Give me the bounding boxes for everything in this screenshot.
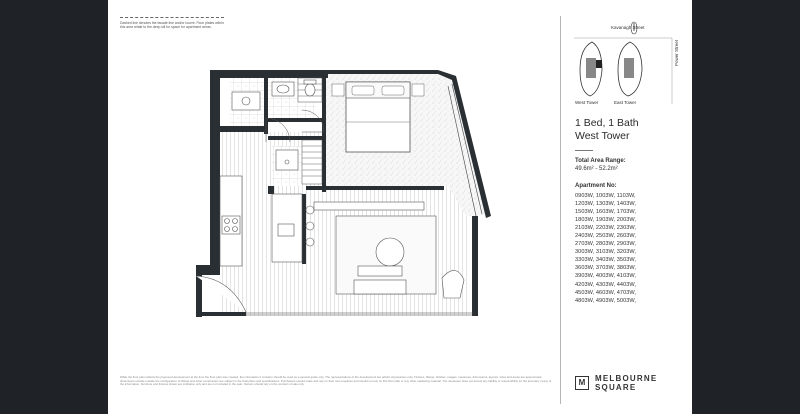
apartment-numbers-line: 3003W, 3103W, 3203W,	[575, 249, 637, 256]
floorplan-sheet	[108, 0, 692, 414]
logo-wordmark	[595, 374, 657, 392]
apartment-numbers-line: 1803W, 1903W, 2003W,	[575, 217, 637, 224]
apartment-numbers-line: 0903W, 1003W, 1103W,	[575, 193, 636, 199]
apartment-numbers-line: 4803W, 4903W, 5003W,	[575, 297, 637, 304]
apartment-tower: West Tower	[575, 130, 630, 142]
apartment-title	[575, 117, 685, 143]
logo-line-1: MELBOURNE	[595, 374, 658, 383]
apartment-numbers-line: 4503W, 4603W, 4703W,	[575, 289, 637, 296]
key-plan	[566, 0, 692, 112]
apartment-numbers-line: 3303W, 3403W, 3503W,	[575, 257, 637, 264]
apartment-numbers-line: 3903W, 4003W, 4103W,	[575, 273, 637, 280]
melbourne-square-logo	[575, 373, 685, 399]
west-tower-outline	[580, 42, 602, 96]
apartment-type: 1 Bed, 1 Bath	[575, 117, 639, 129]
west-tower-label: West Tower	[575, 100, 599, 105]
bed	[332, 82, 424, 152]
east-tower-label: East Tower	[614, 100, 637, 105]
area-value: 49.6m² - 52.2m²	[575, 166, 618, 172]
info-panel	[566, 0, 692, 414]
apartment-numbers-line: 2103W, 2203W, 2303W,	[575, 225, 637, 232]
apartment-numbers-line: 1503W, 1603W, 1703W,	[575, 209, 637, 216]
panel-divider	[560, 16, 561, 404]
apartment-numbers-line: 3603W, 3703W, 3803W,	[575, 265, 637, 272]
facade-note: Dashed line denotes the facade line and/or louvre. Floor plates within this area relate to the deep sill for space for apartment areas.	[120, 17, 224, 29]
east-tower-outline	[618, 42, 642, 96]
power-street-label: Power Street	[674, 39, 679, 66]
apartment-numbers-line: 4203W, 4303W, 4403W,	[575, 281, 637, 288]
area-label: Total Area Range:	[575, 158, 626, 164]
title-rule	[575, 150, 593, 151]
logo-mark: M	[575, 376, 589, 390]
apartment-numbers-line: 1203W, 1303W, 1403W,	[575, 201, 637, 208]
apartment-numbers-line: 2703W, 2803W, 2903W,	[575, 241, 637, 248]
apartment-numbers-list	[575, 192, 687, 305]
floor-plan-drawing	[186, 66, 516, 326]
apartment-numbers-line: 2403W, 2503W, 2603W,	[575, 233, 637, 240]
apartment-numbers-label: Apartment No:	[575, 183, 617, 189]
disclaimer-text: While the floor plan reflects the proposed development at the time the floor plan was created, the information it contains should be used as a general guide only. The representations of the development are artistic impressions only. Fixtures, fittings, finishes, images, measures, dimensions, layouts, sizes and areas are approximate, dimensions include outside the configuration of fittings and other construction are subject to the final plans and specifications. Purchasers should make and rely on their own enquiries and should not rely on this floor plan or any other marketing material. The developer does not accept any liability or responsibility for the accuracy of any of the information. Furniture and fixtures shown are indicative only and are not included in the sale. Owners should rely on the contract of sale only.	[120, 375, 552, 387]
logo-line-2: SQUARE	[595, 383, 637, 392]
kavanagh-street-label: Kavanagh Street	[611, 25, 645, 30]
